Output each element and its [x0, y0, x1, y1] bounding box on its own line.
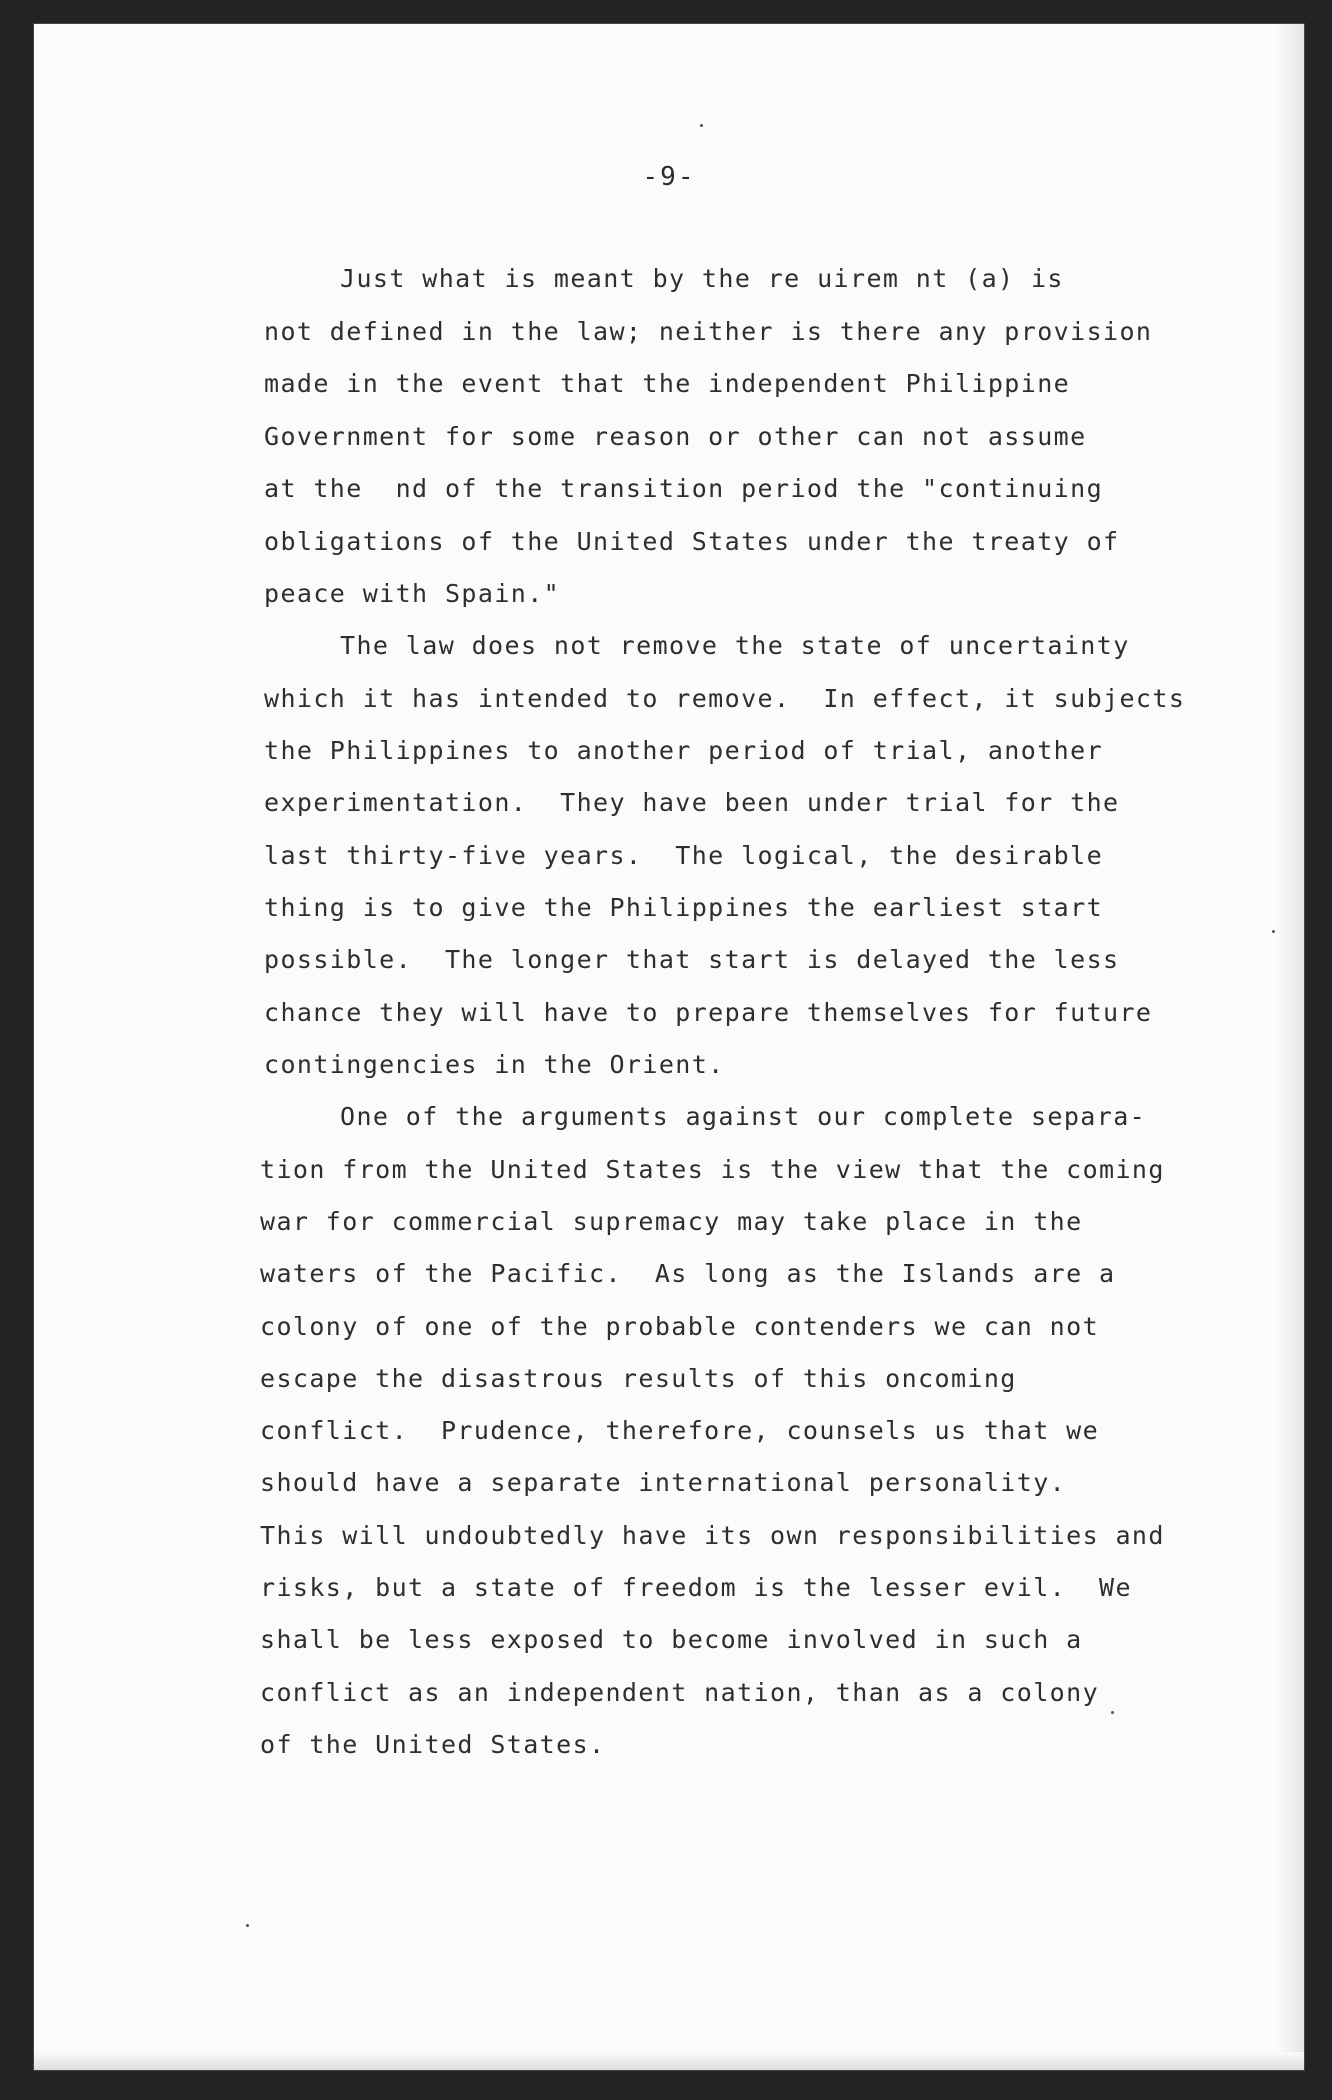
scan-speck	[1111, 1711, 1114, 1714]
scan-speck	[700, 124, 703, 127]
paragraph-1-line-5: at the nd of the transition period the "continuing	[264, 474, 1104, 503]
paragraph-3-line-12: conflict as an independent nation, than as a colony	[260, 1678, 1100, 1707]
paragraph-3-line-6: escape the disastrous results of this oncoming	[260, 1364, 1017, 1393]
paragraph-3-line-9: This will undoubtedly have its own responsibilities and	[260, 1521, 1165, 1550]
paper-bottom-shadow	[34, 2052, 1304, 2070]
paper-edge-shadow	[1276, 24, 1304, 2070]
paragraph-2-line-7: possible. The longer that start is delayed the less	[264, 945, 1120, 974]
scan-speck	[246, 1924, 249, 1927]
paragraph-2-line-8: chance they will have to prepare themselves for future	[264, 998, 1153, 1027]
paragraph-1-line-2: not defined in the law; neither is there any provision	[264, 317, 1153, 346]
paragraph-3-line-2: tion from the United States is the view that the coming	[260, 1155, 1165, 1184]
paragraph-2-line-3: the Philippines to another period of trial, another	[264, 736, 1104, 765]
paragraph-3-line-5: colony of one of the probable contenders we can not	[260, 1312, 1100, 1341]
paragraph-1-line-7: peace with Spain."	[264, 579, 561, 608]
paragraph-2-line-1: The law does not remove the state of uncertainty	[340, 631, 1130, 660]
paragraph-3-line-3: war for commercial supremacy may take place in the	[260, 1207, 1083, 1236]
typewritten-page	[34, 24, 1304, 2070]
paragraph-2-line-5: last thirty-five years. The logical, the desirable	[264, 841, 1104, 870]
paragraph-3-line-1: One of the arguments against our complete separa-	[340, 1102, 1147, 1131]
scan-speck	[1272, 930, 1275, 933]
paragraph-3-line-10: risks, but a state of freedom is the lesser evil. We	[260, 1573, 1132, 1602]
paragraph-3-line-11: shall be less exposed to become involved in such a	[260, 1625, 1083, 1654]
paragraph-1-line-4: Government for some reason or other can not assume	[264, 422, 1087, 451]
paragraph-1-line-3: made in the event that the independent Philippine	[264, 369, 1071, 398]
paragraph-3-line-4: waters of the Pacific. As long as the Islands are a	[260, 1259, 1116, 1288]
paragraph-2-line-6: thing is to give the Philippines the earliest start	[264, 893, 1104, 922]
page-number: -9-	[642, 162, 696, 192]
paragraph-3-line-8: should have a separate international personality.	[260, 1468, 1067, 1497]
paragraph-1-line-6: obligations of the United States under the treaty of	[264, 527, 1120, 556]
paragraph-2-line-9: contingencies in the Orient.	[264, 1050, 725, 1079]
paragraph-1-line-1: Just what is meant by the re uirem nt (a) is	[340, 264, 1064, 293]
paragraph-3-line-13: of the United States.	[260, 1730, 606, 1759]
paragraph-2-line-2: which it has intended to remove. In effect, it subjects	[264, 684, 1186, 713]
paragraph-3-line-7: conflict. Prudence, therefore, counsels us that we	[260, 1416, 1100, 1445]
paragraph-2-line-4: experimentation. They have been under trial for the	[264, 788, 1120, 817]
